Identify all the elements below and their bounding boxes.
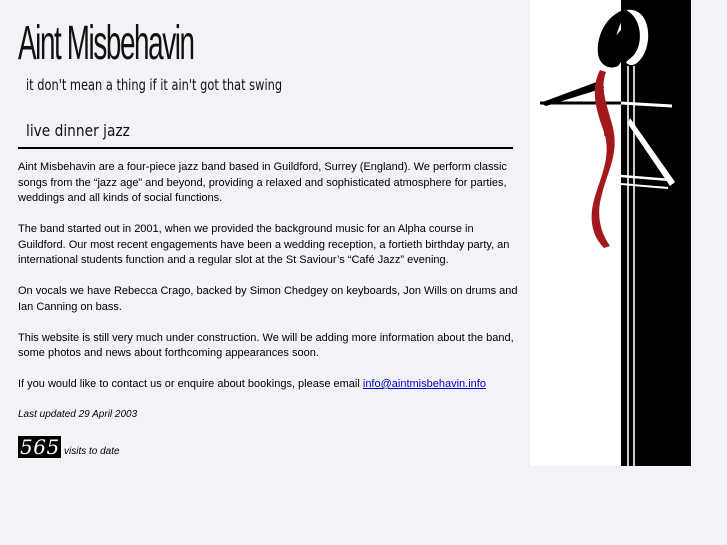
contact-paragraph — [18, 377, 518, 393]
visit-counter — [18, 436, 518, 458]
site-tagline: it don't mean a thing if it ain't got that swing — [26, 76, 283, 94]
main-content — [18, 160, 518, 458]
last-updated: Last updated 29 April 2003 — [18, 409, 138, 420]
email-link[interactable]: info@aintmisbehavin.info — [362, 378, 486, 390]
intro-paragraph: Aint Misbehavin are a four-piece jazz band based in Guildford, Surrey (England). We perform classic songs from the “jazz age” and beyond, providing a relaxed and sophisticated atmosphere for parties, weddings and all kinds of social functions. — [18, 161, 507, 204]
history-paragraph: The band started out in 2001, when we provided the background music for an Alpha course in Guildford. Our most recent engagements have been a wedding reception, a fortieth birthday party, an international students function and a regular slot at the St Saviour’s “Café Jazz” evening. — [18, 223, 510, 266]
jazz-musician-bass-icon — [530, 0, 691, 466]
site-logo — [18, 16, 283, 98]
members-paragraph: On vocals we have Rebecca Crago, backed by Simon Chedgey on keyboards, Jon Wills on drums and Ian Canning on bass. — [18, 285, 518, 313]
construction-paragraph: This website is still very much under construction. We will be adding more information about the band, some photos and news about forthcoming appearances soon. — [18, 331, 514, 359]
page-subtitle: live dinner jazz — [26, 121, 130, 140]
visit-count-label: visits to date — [64, 446, 120, 457]
site-title: Aint Misbehavin — [18, 17, 194, 70]
visit-count: 565 — [20, 435, 60, 459]
contact-text: If you would like to contact us or enquire about bookings, please email — [18, 378, 363, 390]
header-divider — [18, 147, 513, 149]
